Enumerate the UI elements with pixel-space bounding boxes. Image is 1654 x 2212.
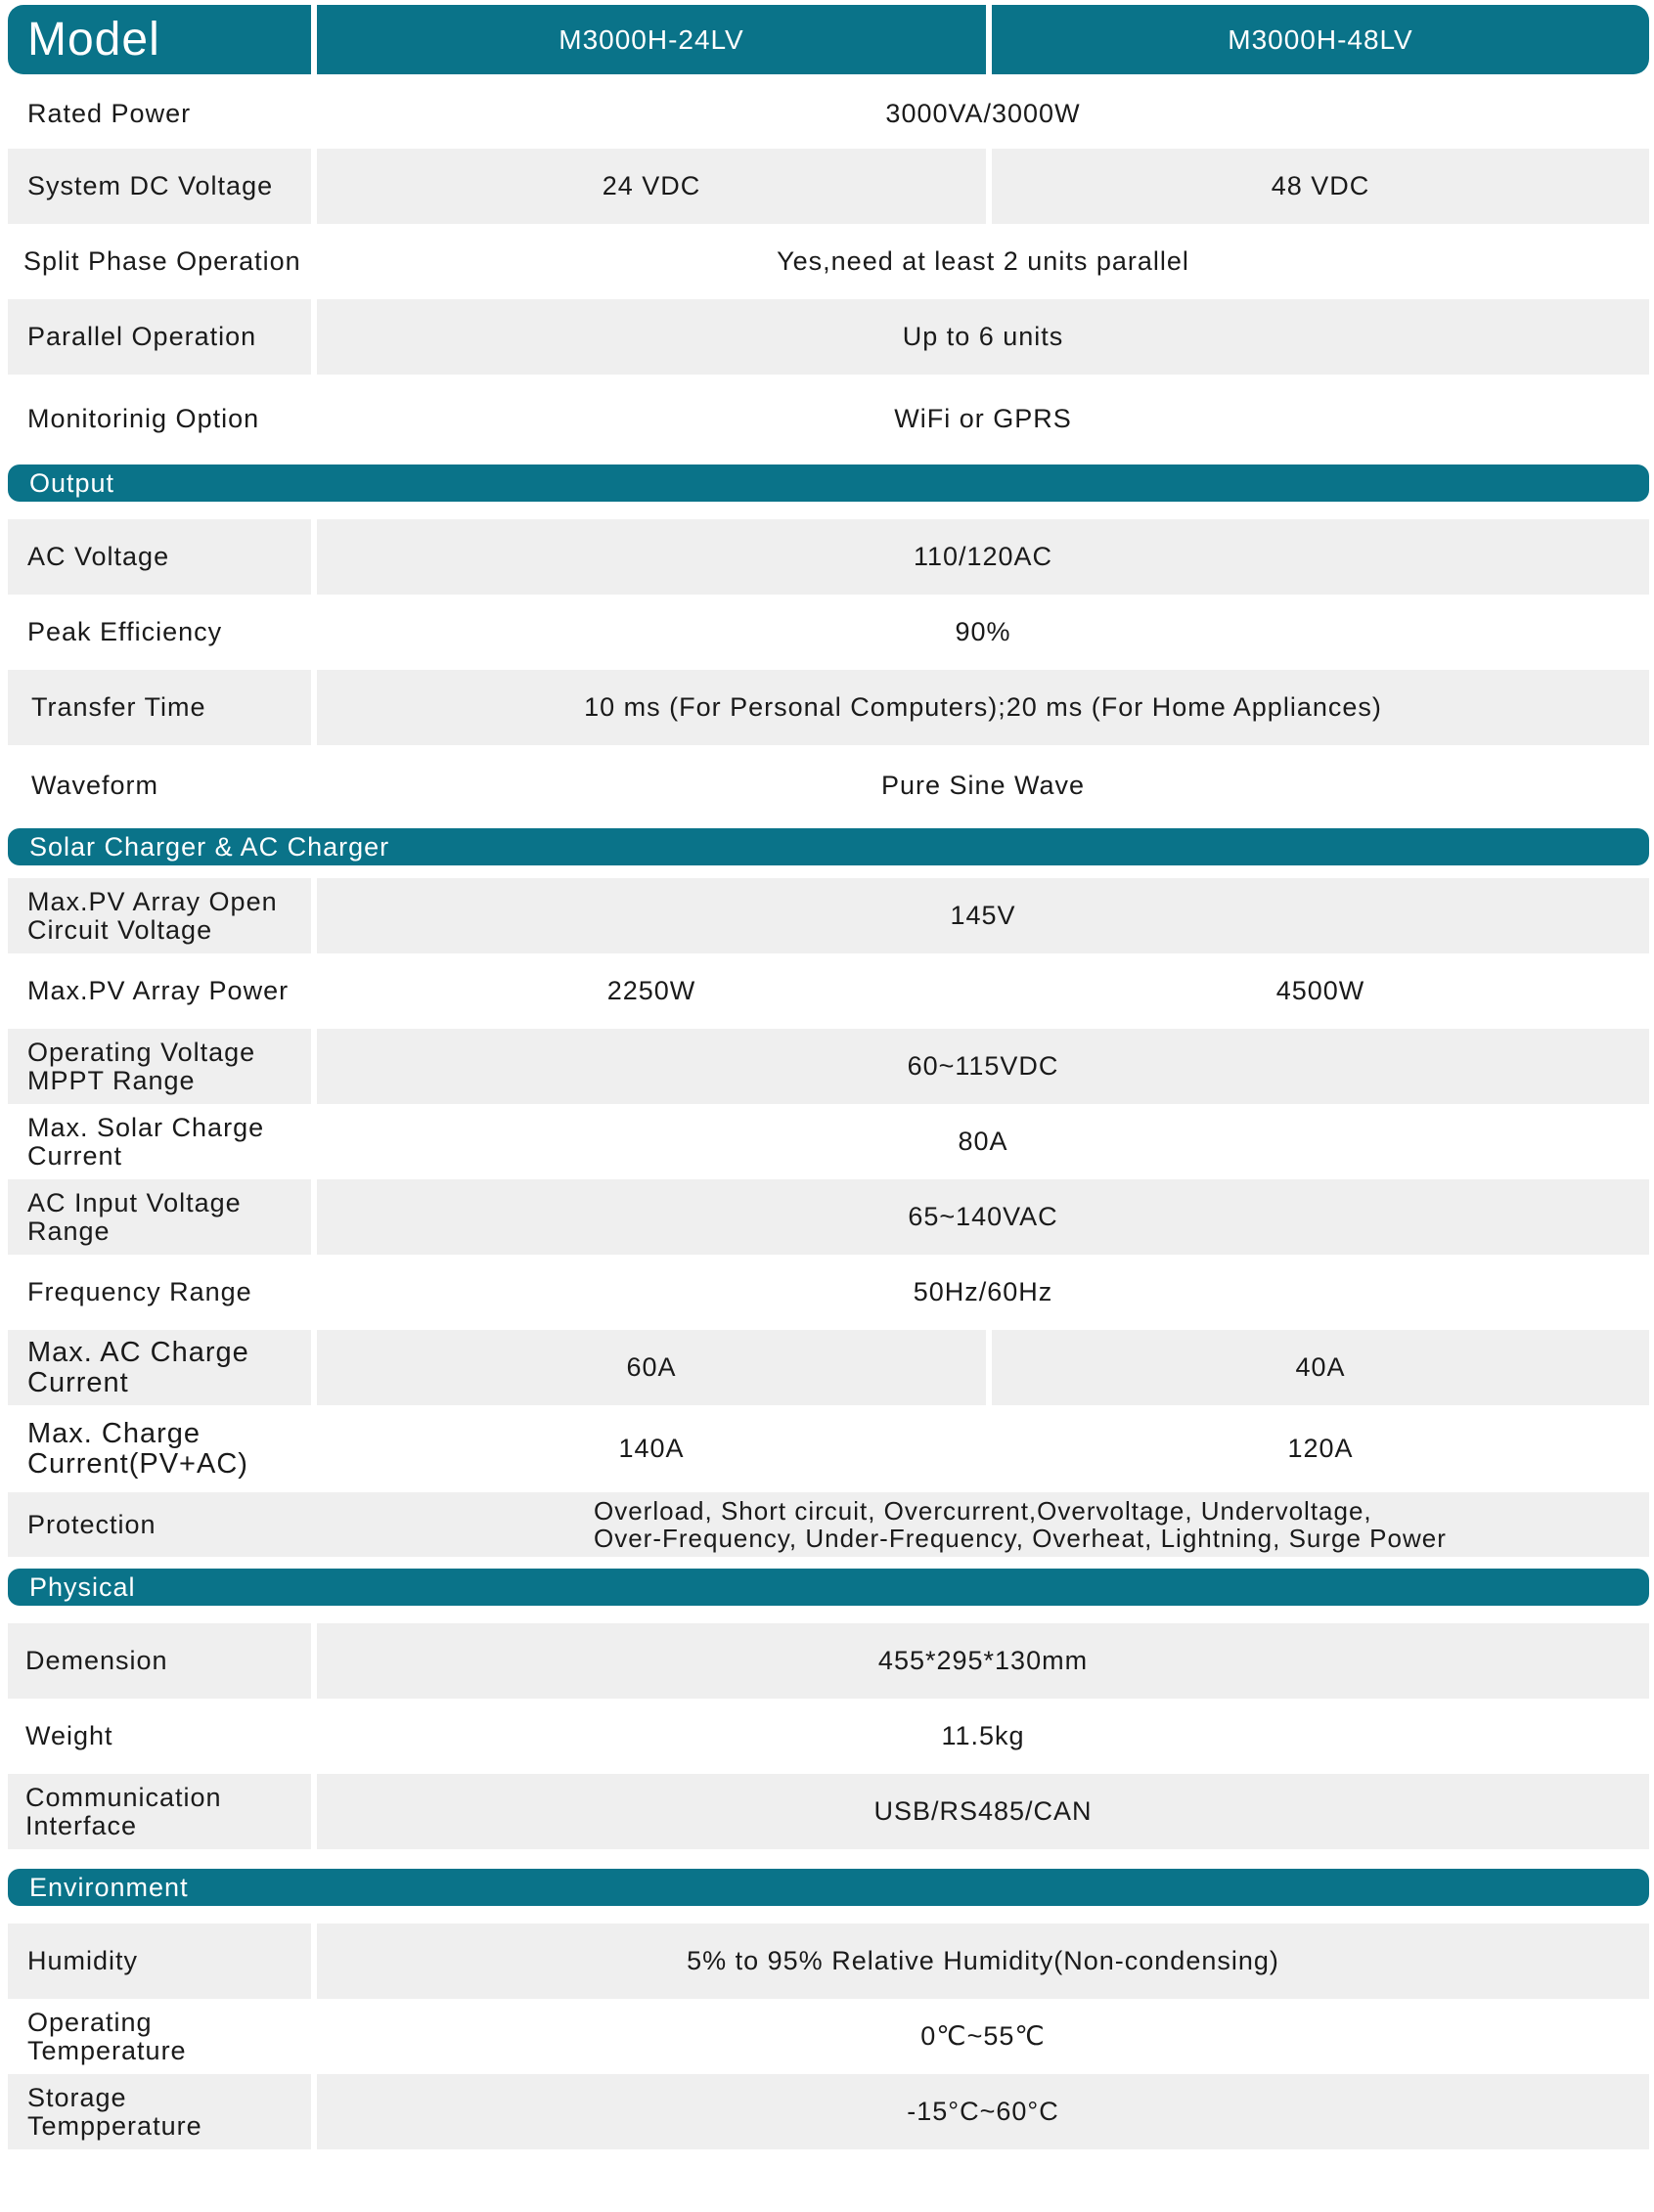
spec-label (8, 2074, 311, 2149)
spec-row-dimension (8, 1623, 1649, 1699)
spec-label-line: MPPT Range (27, 1065, 196, 1095)
spec-label: Peak Efficiency (27, 617, 223, 646)
spec-label-line: Circuit Voltage (27, 914, 213, 945)
spec-label: Humidity (8, 1924, 311, 1999)
spec-label: Parallel Operation (8, 299, 311, 375)
spec-label-line: Operating (27, 2007, 153, 2037)
spec-label: Waveform (31, 771, 159, 800)
spec-label (8, 1774, 311, 1849)
spec-label (8, 1029, 311, 1104)
section-title-output: Output (8, 465, 1649, 502)
spec-row-frequency-range (8, 1255, 1649, 1330)
spec-label (8, 1330, 311, 1405)
spec-label: Max.PV Array Power (27, 976, 290, 1005)
spec-value: 11.5kg (941, 1721, 1025, 1750)
spec-row-waveform (8, 745, 1649, 826)
spec-label (8, 878, 311, 953)
spec-value-model-a: 2250W (606, 976, 696, 1005)
section-title-environment: Environment (8, 1869, 1649, 1906)
spec-row-communication (8, 1774, 1649, 1849)
spec-label: Frequency Range (27, 1277, 252, 1306)
spec-label-line: Temperature (27, 2035, 187, 2065)
spec-label-line: Current (27, 1140, 123, 1171)
spec-value-model-b: 4500W (1275, 976, 1365, 1005)
spec-label-line: Current (27, 1366, 129, 1398)
spec-value-model-a: 60A (317, 1330, 986, 1405)
model-label: Model (27, 14, 160, 66)
spec-value-line: Over-Frequency, Under-Frequency, Overheat, Lightning, Surge Power (594, 1524, 1447, 1553)
spec-value-model-b: 40A (992, 1330, 1649, 1405)
spec-value: 5% to 95% Relative Humidity(Non-condensing) (317, 1924, 1649, 1999)
spec-value-model-b: 120A (1287, 1434, 1354, 1463)
spec-label: Weight (25, 1721, 113, 1750)
spec-value: 110/120AC (317, 519, 1649, 595)
spec-value: Pure Sine Wave (880, 771, 1086, 800)
spec-label-line: AC Input Voltage (27, 1187, 242, 1217)
section-title-physical: Physical (8, 1569, 1649, 1606)
spec-value: -15°C~60°C (317, 2074, 1649, 2149)
spec-label: Transfer Time (8, 670, 311, 745)
spec-value: 80A (958, 1127, 1008, 1156)
spec-value: 50Hz/60Hz (913, 1277, 1053, 1306)
spec-row-parallel (8, 299, 1649, 375)
spec-row-monitoring (8, 375, 1649, 463)
spec-value-model-a: 24 VDC (317, 149, 986, 224)
spec-row-weight (8, 1699, 1649, 1774)
spec-row-pv-power (8, 953, 1649, 1029)
spec-label-line: Range (27, 1216, 111, 1246)
spec-row-max-charge-current (8, 1405, 1649, 1492)
spec-label: Rated Power (27, 98, 192, 128)
spec-row-ac-voltage (8, 519, 1649, 595)
spec-value-model-a: 140A (618, 1434, 685, 1463)
model-b-name: M3000H-48LV (1228, 23, 1413, 55)
spec-label: Split Phase Operation (23, 246, 301, 276)
spec-value: USB/RS485/CAN (317, 1774, 1649, 1849)
spec-row-system-dc-voltage (8, 149, 1649, 224)
spec-label-line: Tempperature (27, 2110, 202, 2141)
spec-value: 60~115VDC (317, 1029, 1649, 1104)
spec-label: Demension (8, 1623, 311, 1699)
spec-label (8, 1179, 311, 1255)
spec-label-line: Max. AC Charge (27, 1336, 249, 1368)
spec-value: 3000VA/3000W (885, 98, 1081, 128)
spec-row-operating-temp (8, 1999, 1649, 2074)
spec-label: AC Voltage (8, 519, 311, 595)
spec-value: Yes,need at least 2 units parallel (777, 246, 1189, 276)
section-title-charger: Solar Charger & AC Charger (8, 828, 1649, 865)
spec-label (8, 1405, 311, 1492)
spec-value: 10 ms (For Personal Computers);20 ms (For Home Appliances) (317, 670, 1649, 745)
model-header (8, 5, 1649, 74)
spec-row-solar-charge-current (8, 1104, 1649, 1179)
spec-value: 65~140VAC (317, 1179, 1649, 1255)
spec-label-line: Interface (25, 1810, 138, 1840)
spec-label-line: Storage (27, 2082, 127, 2112)
spec-row-pv-open-circuit (8, 878, 1649, 953)
spec-label (8, 1104, 311, 1179)
spec-value: Up to 6 units (317, 299, 1649, 375)
spec-row-mppt-range (8, 1029, 1649, 1104)
spec-row-ac-input-range (8, 1179, 1649, 1255)
spec-row-rated-power (8, 78, 1649, 149)
spec-label-line: Max. Solar Charge (27, 1112, 265, 1142)
spec-value: 455*295*130mm (317, 1623, 1649, 1699)
spec-row-split-phase (8, 224, 1649, 299)
spec-label-line: Communication (25, 1782, 222, 1812)
spec-row-protection (8, 1492, 1649, 1557)
spec-label-line: Max.PV Array Open (27, 886, 278, 916)
spec-label (8, 1999, 311, 2074)
spec-value: 90% (955, 617, 1011, 646)
spec-value: WiFi or GPRS (894, 403, 1072, 433)
spec-value (317, 1492, 1649, 1557)
spec-label: System DC Voltage (8, 149, 311, 224)
spec-label: Monitorinig Option (27, 403, 260, 433)
spec-label-line: Current(PV+AC) (27, 1447, 248, 1480)
spec-row-humidity (8, 1924, 1649, 1999)
spec-row-transfer-time (8, 670, 1649, 745)
spec-row-ac-charge-current (8, 1330, 1649, 1405)
model-a-name: M3000H-24LV (559, 23, 744, 55)
spec-value-model-b: 48 VDC (992, 149, 1649, 224)
spec-value: 0℃~55℃ (920, 2021, 1046, 2051)
spec-label: Protection (8, 1492, 311, 1557)
spec-row-peak-efficiency (8, 595, 1649, 670)
spec-sheet (8, 5, 1649, 2149)
spec-value-line: Overload, Short circuit, Overcurrent,Overvoltage, Undervoltage, (594, 1496, 1372, 1526)
spec-row-storage-temp (8, 2074, 1649, 2149)
spec-label-line: Operating Voltage (27, 1037, 256, 1067)
spec-label-line: Max. Charge (27, 1417, 201, 1449)
spec-value: 145V (317, 878, 1649, 953)
